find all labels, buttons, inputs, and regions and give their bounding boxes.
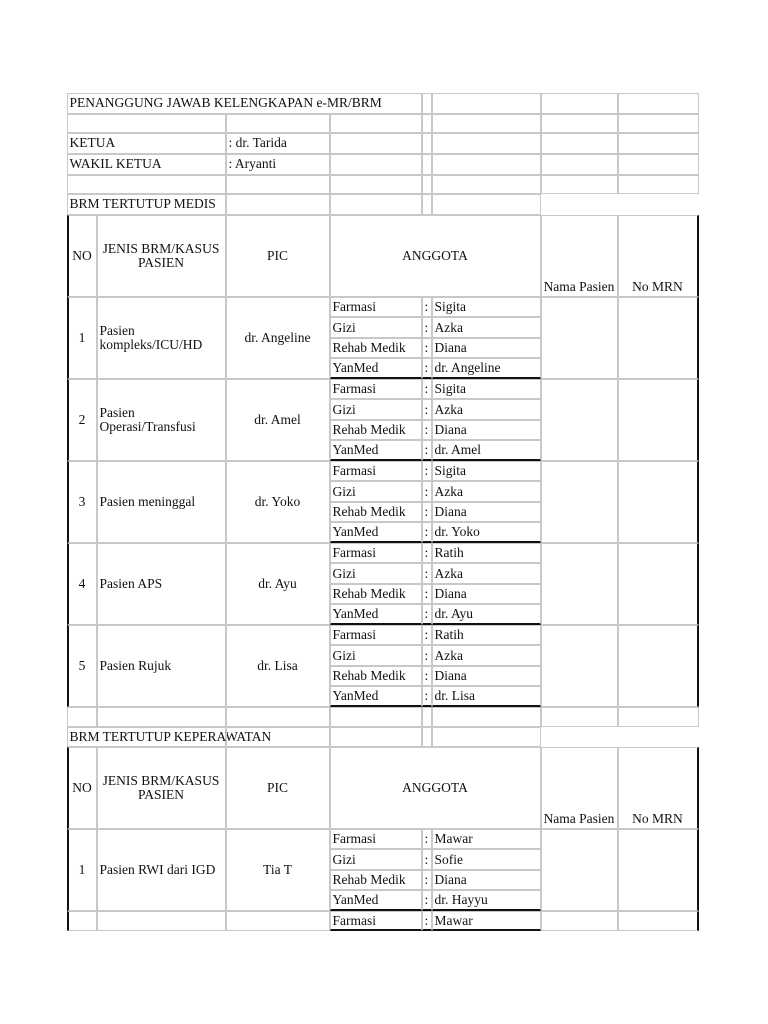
- table-row: [67, 379, 699, 461]
- ketua-value[interactable]: : dr. Tarida: [226, 133, 330, 154]
- row-case-type[interactable]: Pasien kompleks/ICU/HD: [97, 297, 226, 379]
- anggota-role[interactable]: Gizi: [330, 399, 422, 420]
- row-case-type[interactable]: Pasien RWI dari IGD: [97, 829, 226, 911]
- row-case-type[interactable]: [97, 911, 226, 932]
- row-number[interactable]: 5: [67, 625, 97, 707]
- empty-cell[interactable]: [541, 707, 618, 727]
- row-nama-pasien[interactable]: [541, 379, 618, 461]
- anggota-name[interactable]: dr. Yoko: [432, 522, 541, 543]
- anggota-separator[interactable]: :: [422, 645, 432, 666]
- anggota-separator[interactable]: :: [422, 338, 432, 359]
- anggota-role[interactable]: Farmasi: [330, 911, 422, 932]
- row-pic[interactable]: dr. Amel: [226, 379, 330, 461]
- empty-cell[interactable]: [330, 194, 422, 215]
- anggota-role[interactable]: Rehab Medik: [330, 870, 422, 891]
- empty-cell[interactable]: [541, 114, 618, 133]
- anggota-separator[interactable]: :: [422, 317, 432, 338]
- row-pic[interactable]: dr. Ayu: [226, 543, 330, 625]
- section-title-medis[interactable]: BRM TERTUTUP MEDIS: [67, 194, 226, 215]
- anggota-separator[interactable]: :: [422, 543, 432, 564]
- anggota-separator[interactable]: :: [422, 829, 432, 850]
- anggota-name[interactable]: Diana: [432, 338, 541, 359]
- title-row: [67, 93, 699, 114]
- anggota-role[interactable]: Gizi: [330, 481, 422, 502]
- blank-row: [67, 707, 699, 727]
- anggota-role[interactable]: Rehab Medik: [330, 502, 422, 523]
- anggota-name[interactable]: Sigita: [432, 461, 541, 482]
- blank-row: [67, 175, 699, 194]
- anggota-separator[interactable]: :: [422, 604, 432, 625]
- row-number[interactable]: 1: [67, 297, 97, 379]
- keperawatan-table: [67, 747, 699, 932]
- anggota-role[interactable]: Gizi: [330, 317, 422, 338]
- anggota-role[interactable]: Farmasi: [330, 461, 422, 482]
- table-row: [67, 911, 699, 932]
- anggota-name[interactable]: Azka: [432, 481, 541, 502]
- column-header-pic[interactable]: PIC: [226, 747, 330, 829]
- empty-cell[interactable]: [618, 114, 699, 133]
- section-title-row: [67, 194, 699, 215]
- empty-cell[interactable]: [432, 175, 541, 194]
- anggota-name[interactable]: dr. Amel: [432, 440, 541, 461]
- anggota-name[interactable]: Azka: [432, 645, 541, 666]
- anggota-separator[interactable]: :: [422, 461, 432, 482]
- anggota-separator[interactable]: :: [422, 563, 432, 584]
- row-no-mrn[interactable]: [618, 829, 699, 911]
- anggota-name[interactable]: Mawar: [432, 911, 541, 932]
- row-pic[interactable]: Tia T: [226, 829, 330, 911]
- anggota-name[interactable]: Sigita: [432, 297, 541, 318]
- anggota-separator[interactable]: :: [422, 870, 432, 891]
- section-title-keperawatan[interactable]: BRM TERTUTUP KEPERAWATAN: [67, 727, 226, 747]
- row-case-type[interactable]: Pasien Rujuk: [97, 625, 226, 707]
- table-row: [67, 461, 699, 543]
- empty-cell[interactable]: [422, 154, 432, 175]
- anggota-separator[interactable]: :: [422, 420, 432, 441]
- anggota-role[interactable]: Farmasi: [330, 543, 422, 564]
- empty-cell[interactable]: [422, 707, 432, 727]
- wakil-value[interactable]: : Aryanti: [226, 154, 330, 175]
- empty-cell[interactable]: [432, 93, 541, 114]
- anggota-name[interactable]: Azka: [432, 563, 541, 584]
- anggota-separator[interactable]: :: [422, 502, 432, 523]
- column-header-nama-pasien[interactable]: Nama Pasien: [541, 747, 618, 829]
- anggota-name[interactable]: dr. Angeline: [432, 358, 541, 379]
- anggota-name[interactable]: dr. Ayu: [432, 604, 541, 625]
- empty-cell[interactable]: [541, 175, 618, 194]
- column-header-pic[interactable]: PIC: [226, 215, 330, 297]
- anggota-name[interactable]: Azka: [432, 399, 541, 420]
- empty-cell[interactable]: [330, 727, 422, 747]
- empty-cell[interactable]: [618, 707, 699, 727]
- column-header-anggota[interactable]: ANGGOTA: [330, 215, 541, 297]
- row-case-type[interactable]: Pasien APS: [97, 543, 226, 625]
- anggota-role[interactable]: Farmasi: [330, 625, 422, 646]
- blank-row: [67, 114, 699, 133]
- row-pic[interactable]: dr. Yoko: [226, 461, 330, 543]
- empty-cell[interactable]: [422, 175, 432, 194]
- row-no-mrn[interactable]: [618, 461, 699, 543]
- anggota-name[interactable]: Ratih: [432, 625, 541, 646]
- anggota-separator[interactable]: :: [422, 625, 432, 646]
- empty-cell[interactable]: [432, 194, 541, 215]
- anggota-role[interactable]: YanMed: [330, 440, 422, 461]
- anggota-name[interactable]: Sofie: [432, 849, 541, 870]
- empty-cell[interactable]: [330, 154, 422, 175]
- anggota-role[interactable]: Farmasi: [330, 829, 422, 850]
- row-nama-pasien[interactable]: [541, 543, 618, 625]
- empty-cell[interactable]: [422, 727, 432, 747]
- column-header-jenis[interactable]: JENIS BRM/KASUS PASIEN: [97, 747, 226, 829]
- anggota-role[interactable]: Rehab Medik: [330, 584, 422, 605]
- anggota-role[interactable]: YanMed: [330, 686, 422, 707]
- anggota-separator[interactable]: :: [422, 399, 432, 420]
- empty-cell[interactable]: [422, 93, 432, 114]
- anggota-separator[interactable]: :: [422, 686, 432, 707]
- empty-cell[interactable]: [432, 727, 541, 747]
- row-number[interactable]: 4: [67, 543, 97, 625]
- medis-table: [67, 215, 699, 707]
- empty-cell[interactable]: [330, 707, 422, 727]
- empty-cell[interactable]: [541, 133, 618, 154]
- empty-cell[interactable]: [618, 154, 699, 175]
- table-header-row: [67, 215, 699, 297]
- row-pic[interactable]: dr. Angeline: [226, 297, 330, 379]
- row-no-mrn[interactable]: [618, 625, 699, 707]
- empty-cell[interactable]: [226, 707, 330, 727]
- anggota-role[interactable]: Rehab Medik: [330, 420, 422, 441]
- empty-cell[interactable]: [226, 175, 330, 194]
- empty-cell[interactable]: [422, 133, 432, 154]
- row-no-mrn[interactable]: [618, 543, 699, 625]
- empty-cell[interactable]: [541, 154, 618, 175]
- empty-cell[interactable]: [618, 133, 699, 154]
- anggota-separator[interactable]: :: [422, 911, 432, 932]
- empty-cell[interactable]: [432, 133, 541, 154]
- ketua-row: [67, 133, 699, 154]
- table-row: [67, 625, 699, 707]
- anggota-separator[interactable]: :: [422, 358, 432, 379]
- empty-cell[interactable]: [67, 175, 226, 194]
- anggota-name[interactable]: Azka: [432, 317, 541, 338]
- column-header-no-mrn[interactable]: No MRN: [618, 215, 699, 297]
- empty-cell[interactable]: [330, 114, 422, 133]
- anggota-separator[interactable]: :: [422, 522, 432, 543]
- row-no-mrn[interactable]: [618, 379, 699, 461]
- anggota-separator[interactable]: :: [422, 666, 432, 687]
- anggota-role[interactable]: Gizi: [330, 645, 422, 666]
- anggota-role[interactable]: Rehab Medik: [330, 666, 422, 687]
- empty-cell[interactable]: [432, 114, 541, 133]
- empty-cell[interactable]: [226, 194, 330, 215]
- table-row: [67, 829, 699, 911]
- empty-cell[interactable]: [432, 154, 541, 175]
- column-header-jenis[interactable]: JENIS BRM/KASUS PASIEN: [97, 215, 226, 297]
- column-header-no[interactable]: NO: [67, 215, 97, 297]
- row-nama-pasien[interactable]: [541, 297, 618, 379]
- column-header-no[interactable]: NO: [67, 747, 97, 829]
- table-row: [67, 543, 699, 625]
- anggota-name[interactable]: Diana: [432, 502, 541, 523]
- anggota-name[interactable]: Diana: [432, 420, 541, 441]
- anggota-name[interactable]: Mawar: [432, 829, 541, 850]
- row-number[interactable]: 3: [67, 461, 97, 543]
- row-number[interactable]: 2: [67, 379, 97, 461]
- anggota-name[interactable]: Diana: [432, 666, 541, 687]
- anggota-separator[interactable]: :: [422, 584, 432, 605]
- anggota-name[interactable]: Ratih: [432, 543, 541, 564]
- sheet-title[interactable]: PENANGGUNG JAWAB KELENGKAPAN e-MR/BRM: [67, 93, 422, 114]
- anggota-role[interactable]: Gizi: [330, 849, 422, 870]
- anggota-name[interactable]: Sigita: [432, 379, 541, 400]
- row-nama-pasien[interactable]: [541, 625, 618, 707]
- spreadsheet: [67, 93, 699, 932]
- row-number[interactable]: [67, 911, 97, 932]
- ketua-label[interactable]: KETUA: [67, 133, 226, 154]
- anggota-name[interactable]: Diana: [432, 870, 541, 891]
- row-no-mrn[interactable]: [618, 911, 699, 932]
- anggota-role[interactable]: Rehab Medik: [330, 338, 422, 359]
- row-nama-pasien[interactable]: [541, 829, 618, 911]
- empty-cell[interactable]: [67, 114, 226, 133]
- anggota-role[interactable]: Farmasi: [330, 297, 422, 318]
- anggota-separator[interactable]: :: [422, 440, 432, 461]
- row-case-type[interactable]: Pasien Operasi/Transfusi: [97, 379, 226, 461]
- row-nama-pasien[interactable]: [541, 911, 618, 932]
- section-title-row: [67, 727, 699, 747]
- row-pic[interactable]: [226, 911, 330, 932]
- wakil-row: [67, 154, 699, 175]
- column-header-anggota[interactable]: ANGGOTA: [330, 747, 541, 829]
- empty-cell[interactable]: [422, 194, 432, 215]
- anggota-separator[interactable]: :: [422, 379, 432, 400]
- anggota-role[interactable]: YanMed: [330, 890, 422, 911]
- anggota-separator[interactable]: :: [422, 481, 432, 502]
- row-case-type[interactable]: Pasien meninggal: [97, 461, 226, 543]
- empty-cell[interactable]: [226, 114, 330, 133]
- empty-cell[interactable]: [97, 707, 226, 727]
- empty-cell[interactable]: [618, 175, 699, 194]
- empty-cell[interactable]: [226, 727, 330, 747]
- anggota-separator[interactable]: :: [422, 849, 432, 870]
- anggota-role[interactable]: Farmasi: [330, 379, 422, 400]
- column-header-no-mrn[interactable]: No MRN: [618, 747, 699, 829]
- empty-cell[interactable]: [432, 707, 541, 727]
- anggota-separator[interactable]: :: [422, 297, 432, 318]
- empty-cell[interactable]: [541, 93, 618, 114]
- anggota-role[interactable]: YanMed: [330, 522, 422, 543]
- wakil-label[interactable]: WAKIL KETUA: [67, 154, 226, 175]
- table-row: [67, 297, 699, 379]
- anggota-separator[interactable]: :: [422, 890, 432, 911]
- empty-cell[interactable]: [618, 93, 699, 114]
- row-pic[interactable]: dr. Lisa: [226, 625, 330, 707]
- column-header-nama-pasien[interactable]: Nama Pasien: [541, 215, 618, 297]
- anggota-role[interactable]: YanMed: [330, 604, 422, 625]
- table-header-row: [67, 747, 699, 829]
- row-number[interactable]: 1: [67, 829, 97, 911]
- anggota-name[interactable]: dr. Hayyu: [432, 890, 541, 911]
- row-no-mrn[interactable]: [618, 297, 699, 379]
- anggota-name[interactable]: Diana: [432, 584, 541, 605]
- anggota-name[interactable]: dr. Lisa: [432, 686, 541, 707]
- empty-cell[interactable]: [330, 133, 422, 154]
- empty-cell[interactable]: [67, 707, 97, 727]
- row-nama-pasien[interactable]: [541, 461, 618, 543]
- anggota-role[interactable]: YanMed: [330, 358, 422, 379]
- empty-cell[interactable]: [330, 175, 422, 194]
- empty-cell[interactable]: [422, 114, 432, 133]
- anggota-role[interactable]: Gizi: [330, 563, 422, 584]
